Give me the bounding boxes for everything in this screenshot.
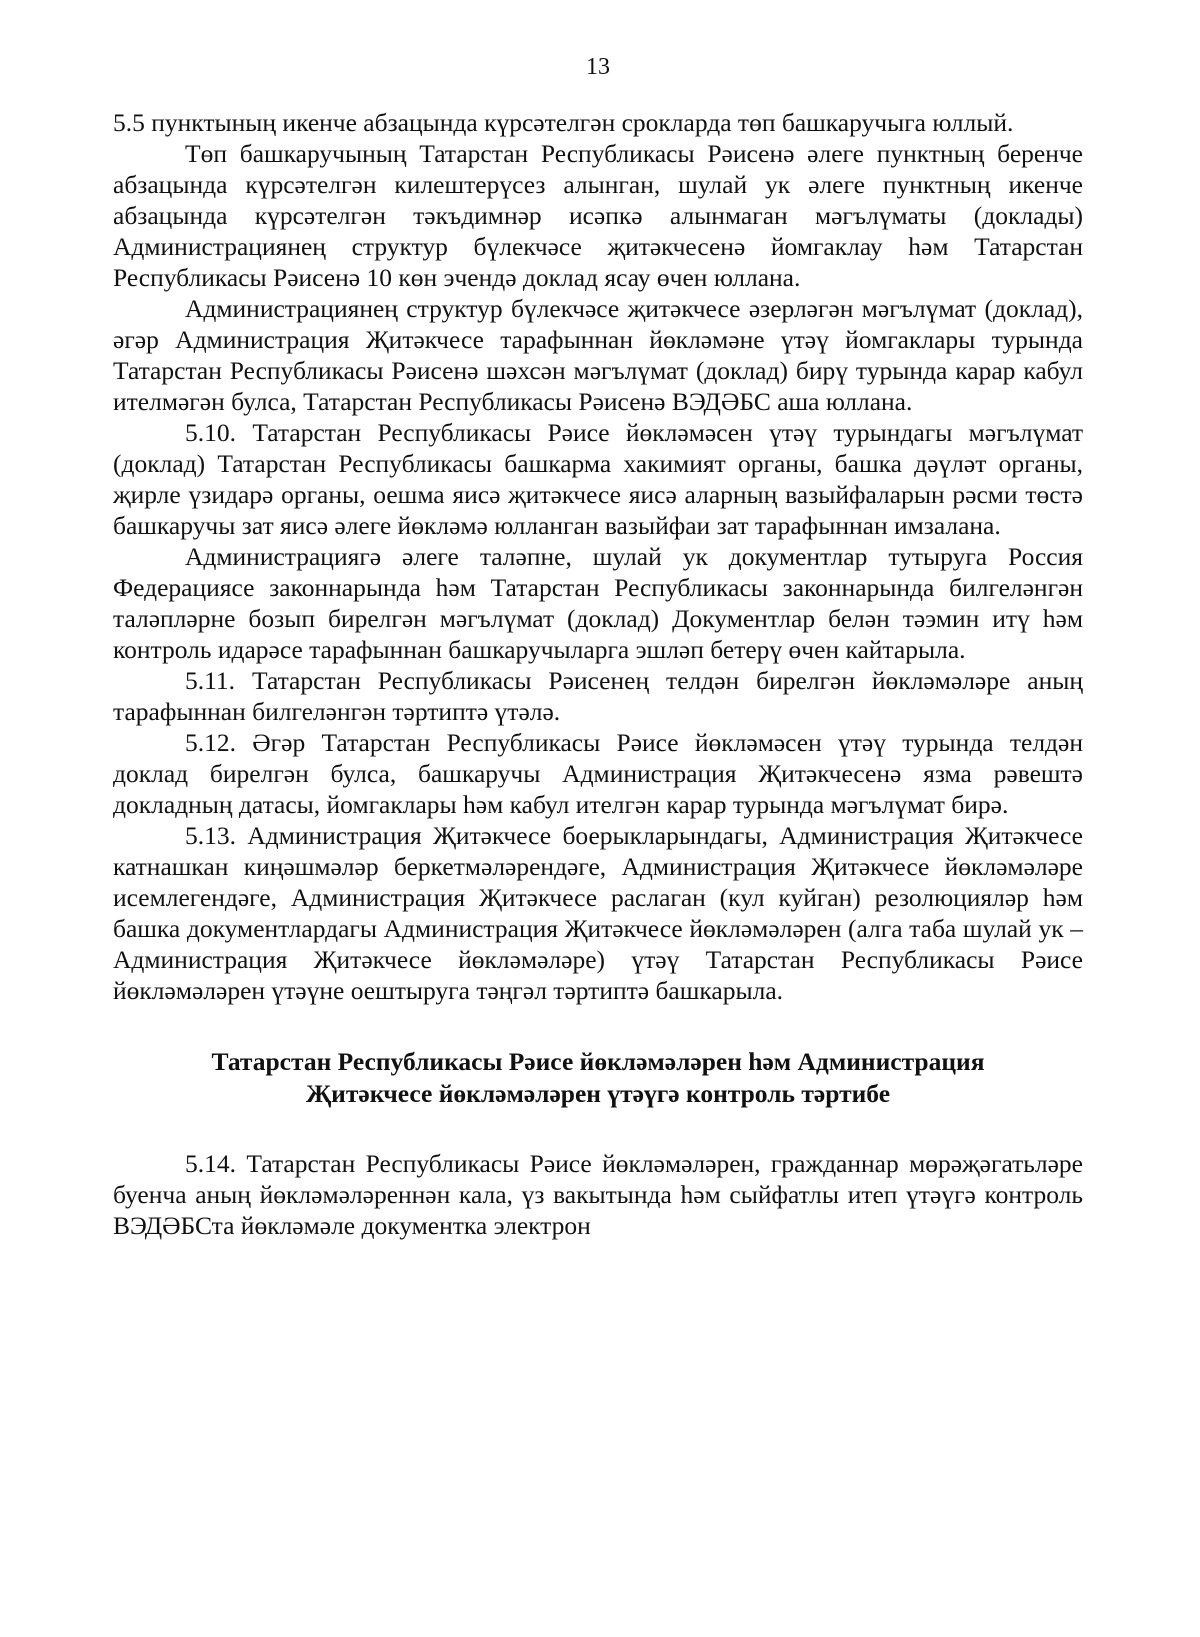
document-page bbox=[113, 52, 1083, 1241]
paragraph-5-13: 5.13. Администрация Җитәкчесе боерыкларындагы, Администрация Җитәкчесе катнашкан киңәшмәләр беркетмәләрендәге, Администрация Җитәкчесе йөкләмәләре исемлегендәге, Администрация Җитәкчесе раслаган (кул куйган) резолюцияләр һәм башка документлардагы Администрация Җитәкчесе йөкләмәләрен (алга таба шулай ук – Администрация Җитәкчесе йөкләмәләре) үтәү Татарстан Республикасы Рәисе йөкләмәләрен үтәүне оештыруга тәңгәл тәртиптә башкарыла. bbox=[113, 821, 1083, 1005]
paragraph-5-14: 5.14. Татарстан Республикасы Рәисе йөкләмәләрен, гражданнар мөрәҗәгатьләре буенча аның йөкләмәләреннән кала, үз вакытында һәм сыйфатлы итеп үтәүгә контроль ВЭДӘБСта йөкләмәле документка электрон bbox=[113, 1149, 1083, 1240]
section-heading-line-1: Татарстан Республикасы Рәисе йөкләмәләрен һәм Администрация bbox=[211, 1047, 985, 1076]
paragraph-5-5-continuation: 5.5 пунктының икенче абзацында күрсәтелгән срокларда төп башкаручыга юллый. bbox=[113, 108, 1014, 137]
section-heading bbox=[113, 1046, 1083, 1110]
section-heading-line-2: Җитәкчесе йөкләмәләрен үтәүгә контроль тәртибе bbox=[305, 1079, 891, 1108]
paragraph-structural-unit-report: Администрациянең структур бүлекчәсе җитәкчесе әзерләгән мәгълүмат (доклад), әгәр Администрация Җитәкчесе тарафыннан йөкләмәне үтәү йомгаклары турында Татарстан Республикасы Рәисенә шәхсән мәгълүмат (доклад) бирү турында карар кабул ителмәгән булса, Татарстан Республикасы Рәисенә ВЭДӘБС аша юллана. bbox=[113, 294, 1083, 416]
paragraph-5-12: 5.12. Әгәр Татарстан Республикасы Рәисе йөкләмәсен үтәү турында телдән доклад бирелгән булса, башкаручы Администрация Җитәкчесенә язма рәвештә докладның датасы, йомгаклары һәм кабул ителгән карар турында мәгълүмат бирә. bbox=[113, 728, 1083, 819]
paragraph-main-executor-report: Төп башкаручының Татарстан Республикасы Рәисенә әлеге пунктның беренче абзацында күрсәтелгән килештерүсез алынган, шулай ук әлеге пунктның икенче абзацында күрсәтелгән тәкъдимнәр исәпкә алынмаган мәгълүматы (доклады) Администрациянең структур бүлекчәсе җитәкчесенә йомгаклау һәм Татарстан Республикасы Рәисенә 10 көн эчендә доклад ясау өчен юллана. bbox=[113, 139, 1083, 292]
paragraph-5-11: 5.11. Татарстан Республикасы Рәисенең телдән бирелгән йөкләмәләре аның тарафыннан билгеләнгән тәртиптә үтәлә. bbox=[113, 666, 1083, 726]
paragraph-5-10: 5.10. Татарстан Республикасы Рәисе йөкләмәсен үтәү турындагы мәгълүмат (доклад) Татарстан Республикасы башкарма хакимият органы, башка дәүләт органы, җирле үзидарә органы, оешма яисә җитәкчесе яисә аларның вазыйфаларын рәсми төстә башкаручы зат яисә әлеге йөкләмә юлланган вазыйфаи зат тарафыннан имзалана. bbox=[113, 418, 1083, 540]
paragraph-returned-reports: Администрациягә әлеге таләпне, шулай ук документлар тутыруга Россия Федерациясе законнарында һәм Татарстан Республикасы законнарында билгеләнгән таләпләрне бозып бирелгән мәгълүмат (доклад) Документлар белән тәэмин итү һәм контроль идарәсе тарафыннан башкаручыларга эшләп бетерү өчен кайтарыла. bbox=[113, 542, 1083, 664]
page-number: 13 bbox=[586, 54, 610, 80]
